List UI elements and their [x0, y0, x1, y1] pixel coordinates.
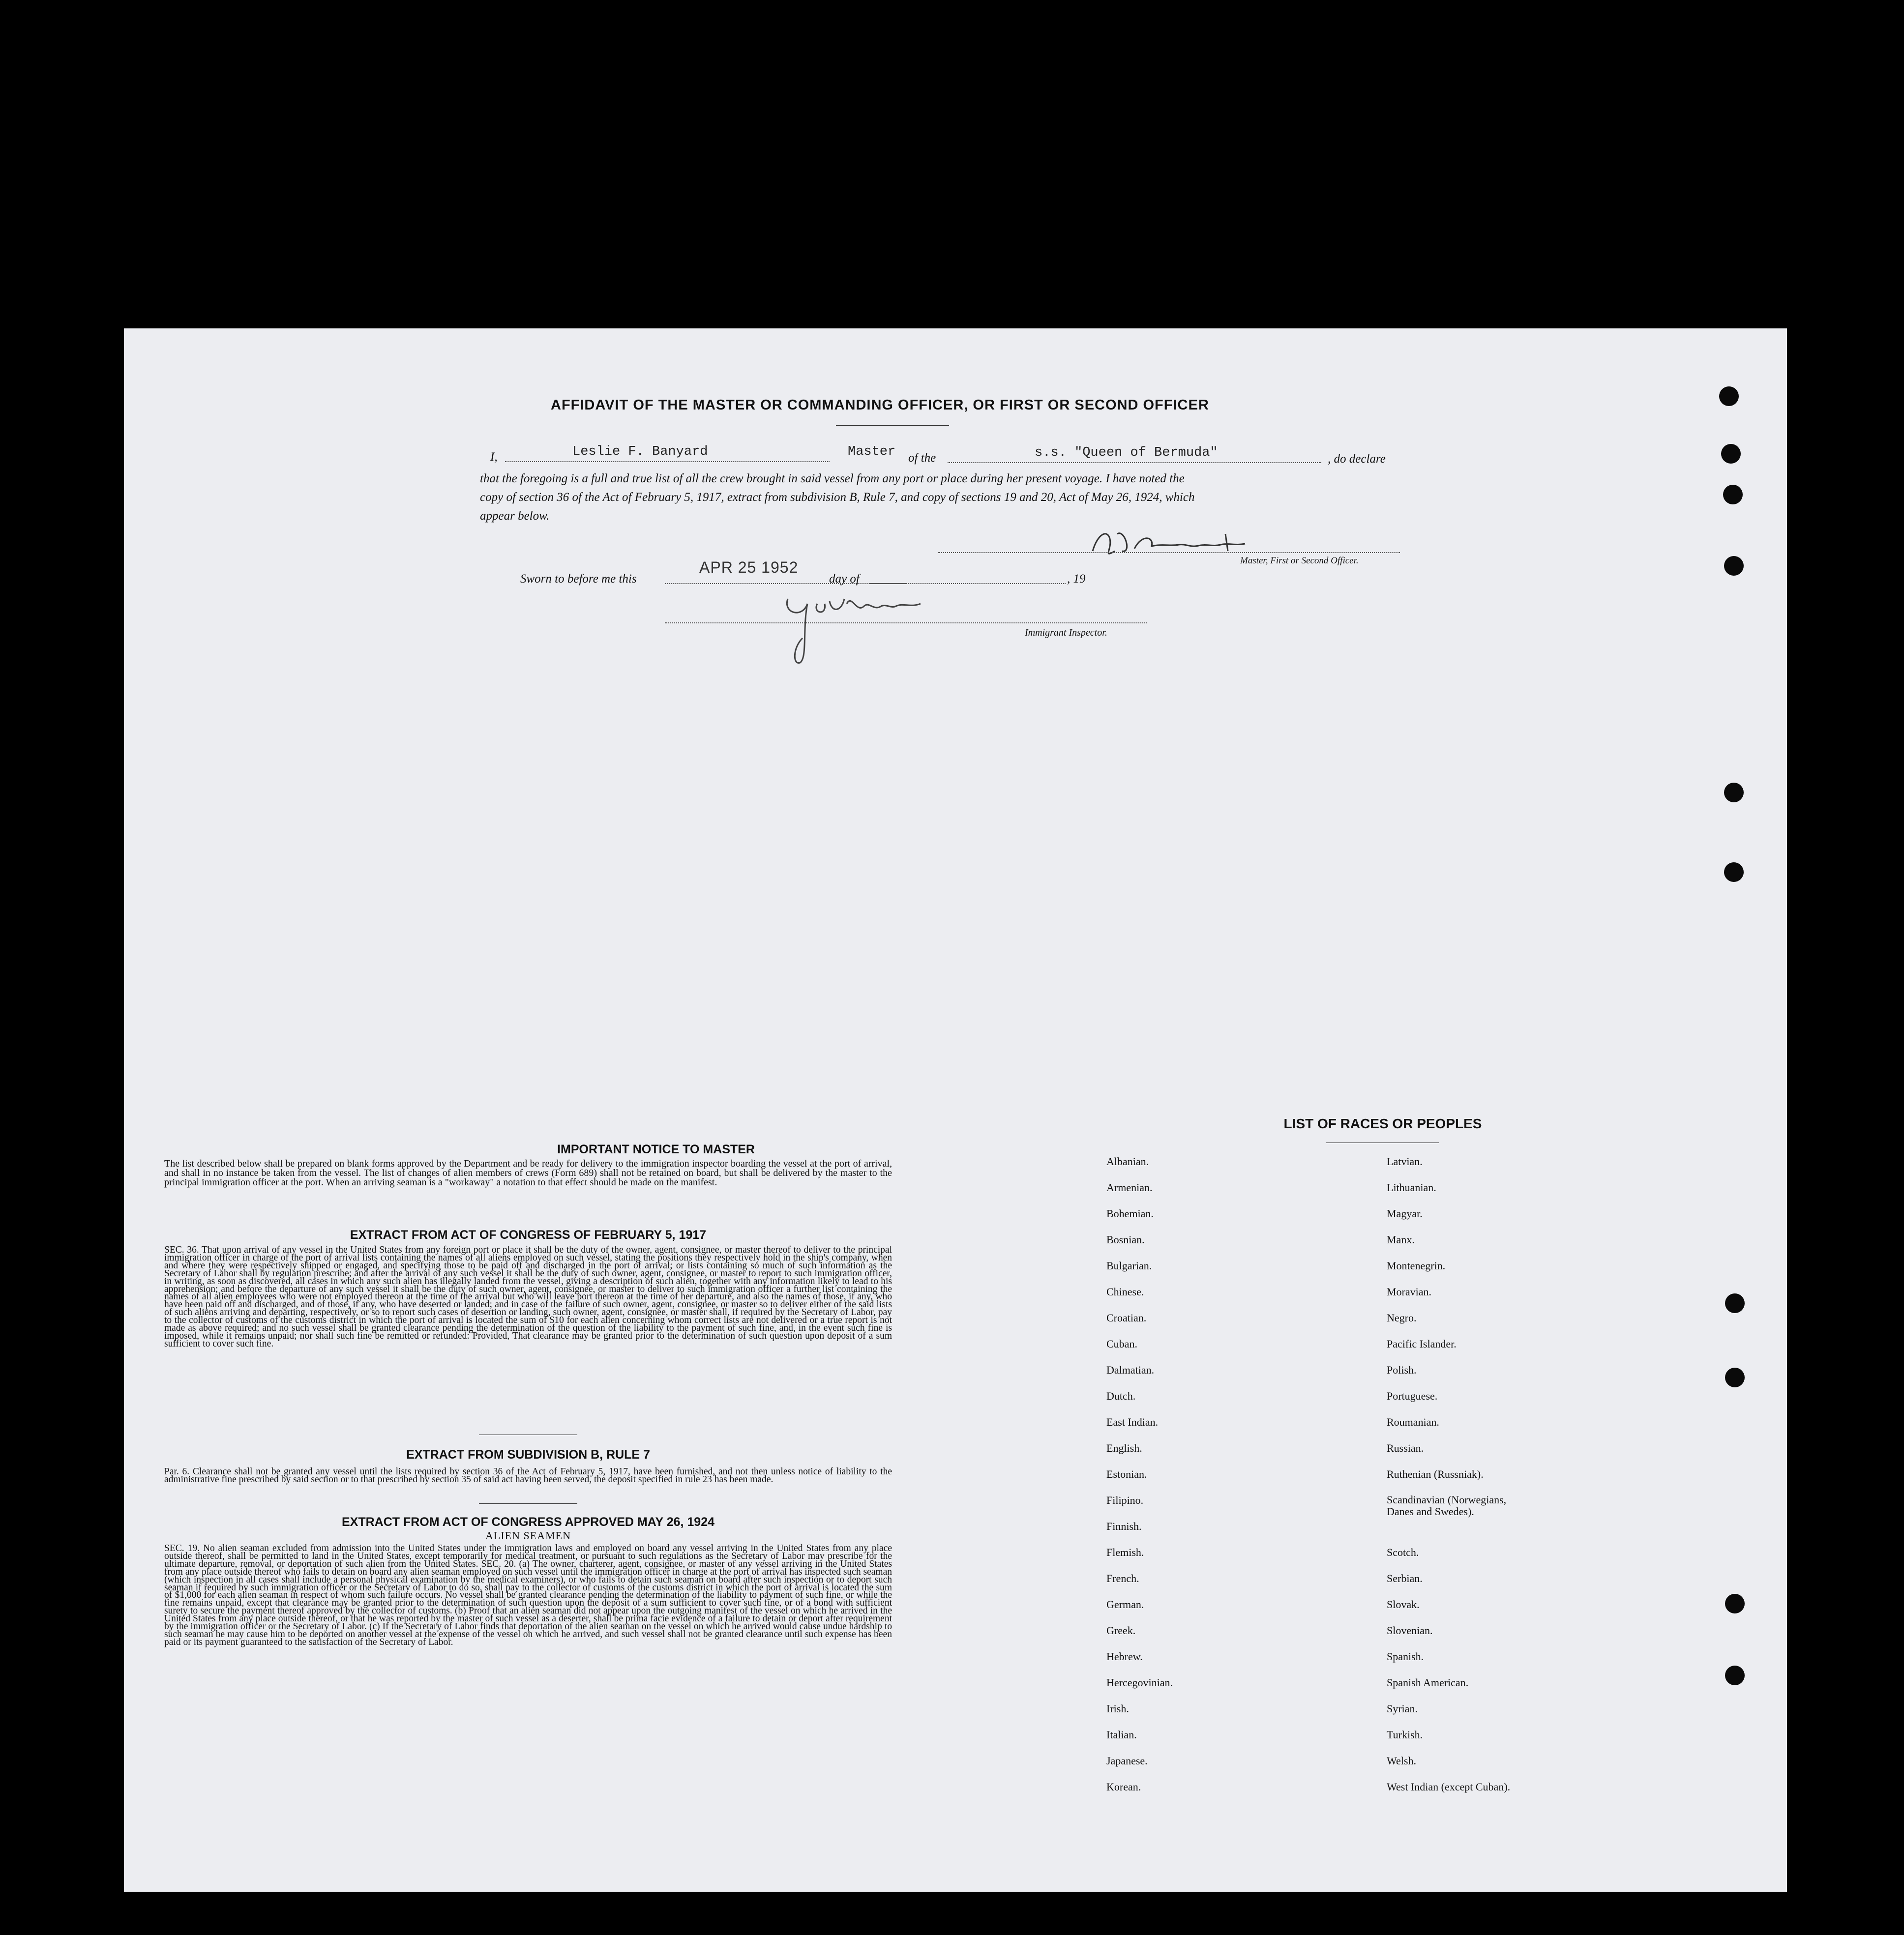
- race-item: Moravian.: [1387, 1286, 1432, 1298]
- extract-1917-title: EXTRACT FROM ACT OF CONGRESS OF FEBRUARY 5, 1917: [350, 1228, 707, 1242]
- master-signature-line: [938, 552, 1400, 553]
- extract-1917-body: SEC. 36. That upon arrival of any vessel in the United States from any foreign port or place it shall be the duty of the owner, agent, consignee, or master thereof to deliver to the principal immigration officer in charge of the port of arrival lists containing the names of all aliens employed on such vessel, stating the positions they respectively hold in the ship's company, when and where they were respectively shipped or engaged, and specifying those to be paid off and discharged in the port of arrival; or lists containing so much of such information as the Secretary of Labor shall by regulation prescribe; and after the arrival of any such vessel it shall be the duty of such owner, agent, consignee, or master to report to such immigration officer, in writing, as soon as discovered, all cases in which any such alien has illegally landed from the vessel, giving a description of such alien, together with any information likely to lead to his apprehension; and before the departure of any such vessel it shall be the duty of such owner, agent, consignee, or master to deliver to such immigration officer a further list containing the names of all alien employees who were not employed thereon at the time of the arrival but who will leave port thereon at the time of her departure, and also the names of those, if any, who have been paid off and discharged, and of those, if any, who have deserted or landed; and in case of the failure of such owner, agent, consignee, or master so to deliver either of the said lists of such aliens arriving and departing, respectively, or so to report such cases of desertion or landing, such owner, agent, consignee, or master shall, if required by the Secretary of Labor, pay to the collector of customs of the customs district in which the port of arrival is located the sum of $10 for each alien concerning whom correct lists are not delivered or a true report is not made as above required; and no such vessel shall be granted clearance pending the determination of the question of the liability to the payment of such fine, and, in the event such fine is imposed, while it remains unpaid; nor shall such fine be remitted or refunded: Provided, That clearance may be granted prior to the determination of such question upon deposit of a sum sufficient to cover such fine.: [164, 1245, 892, 1349]
- race-item: Latvian.: [1387, 1155, 1423, 1168]
- race-item: Scotch.: [1387, 1546, 1419, 1558]
- race-item: Japanese.: [1106, 1755, 1148, 1767]
- race-item: Spanish.: [1387, 1650, 1424, 1663]
- affidavit-line-3: copy of section 36 of the Act of February 5, 1917, extract from subdivision B, Rule 7, and copy of sections 19 and 20, Act of May 26, 1924, which: [480, 491, 1195, 504]
- sworn-label: Sworn to before me this: [520, 572, 637, 586]
- extract-1924-subtitle: ALIEN SEAMEN: [485, 1529, 571, 1542]
- race-item: Albanian.: [1106, 1155, 1149, 1168]
- race-item: Hercegovinian.: [1106, 1676, 1173, 1689]
- i-label: I,: [490, 450, 498, 464]
- of-the-label: of the: [908, 451, 936, 465]
- vessel-line: [948, 462, 1321, 463]
- race-item: Scandinavian (Norwegians, Danes and Swedes).: [1387, 1494, 1507, 1518]
- notice-body: The list described below shall be prepared on blank forms approved by the Department and be ready for delivery to the immigration inspector boarding the vessel at the port of arrival, and shall in no instance be taken from the vessel. The list of changes of alien members of crews (Form 689) shall not be retained on board, but shall be delivered by the master to the principal immigration officer at the port. When an arriving seaman is a "workaway" a notation to that effect should be made on the manifest.: [164, 1158, 892, 1188]
- race-item: Bosnian.: [1106, 1233, 1145, 1246]
- race-item: East Indian.: [1106, 1416, 1159, 1428]
- race-item: Bohemian.: [1106, 1207, 1154, 1220]
- punch-hole: [1725, 1594, 1745, 1613]
- punch-hole: [1724, 556, 1744, 576]
- race-item: Manx.: [1387, 1233, 1415, 1246]
- extract-1924-body: SEC. 19. No alien seaman excluded from admission into the United States under the immigration laws and employed on board any vessel arriving in the United States from any place outside thereof, shall be permitted to land in the United States, except temporarily for medical treatment, or pursuant to such regulations as the Secretary of Labor may prescribe for the ultimate departure, removal, or deportation of such alien from the United States. SEC. 20. (a) The owner, charterer, agent, consignee, or master of any vessel arriving in the United States from any place outside thereof who fails to detain on board any alien seaman employed on such vessel until the immigration officer in charge at the port of arrival has inspected such seaman (which inspection in all cases shall include a personal physical examination by the medical examiners), or who fails to detain such seaman on board after such inspection or to deport such seaman if required by such immigration officer or the Secretary of Labor to do so, shall pay to the collector of customs of the customs district in which the port of arrival is located the sum of $1,000 for each alien seaman in respect of whom such failure occurs. No vessel shall be granted clearance pending the determination of the liability to payment of such fine, or while the fine remains unpaid, except that clearance may be granted prior to the determination of such question upon the deposit of a sum sufficient to cover such fine, or of a bond with sufficient surety to secure the payment thereof approved by the collector of customs. (b) Proof that an alien seaman did not appear upon the outgoing manifest of the vessel on which he arrived in the United States from any place outside thereof, or that he was reported by the master of such vessel as a deserter, shall be prima facie evidence of a failure to detain or deport after requirement by the immigration officer or the Secretary of Labor. (c) If the Secretary of Labor finds that deportation of the alien seaman on the vessel on which he arrived would cause undue hardship to such seaman he may cause him to be deported on another vessel at the expense of the vessel on which he arrived, and such vessel shall not be granted clearance until such expense has been paid or its payment guaranteed to the satisfaction of the Secretary of Labor.: [164, 1543, 892, 1647]
- punch-hole: [1725, 1368, 1745, 1387]
- rule7-title: EXTRACT FROM SUBDIVISION B, RULE 7: [406, 1448, 650, 1462]
- declare-tail: , do declare: [1328, 452, 1386, 466]
- inspector-signature-line: [665, 622, 1147, 623]
- race-item: Filipino.: [1106, 1494, 1144, 1506]
- race-item: Montenegrin.: [1387, 1260, 1446, 1272]
- affidavit-title: AFFIDAVIT OF THE MASTER OR COMMANDING OFFICER, OR FIRST OR SECOND OFFICER: [551, 397, 1209, 413]
- affidavit-line-4: appear below.: [480, 509, 550, 523]
- race-item: Flemish.: [1106, 1546, 1144, 1558]
- vessel-name: s.s. "Queen of Bermuda": [1035, 445, 1218, 460]
- title-rule: [836, 425, 949, 426]
- rank: Master: [848, 444, 896, 459]
- race-item: Spanish American.: [1387, 1676, 1469, 1689]
- race-item: Slovak.: [1387, 1598, 1420, 1611]
- punch-hole: [1724, 783, 1744, 802]
- day-of-label: day of: [829, 572, 860, 586]
- race-item: Hebrew.: [1106, 1650, 1143, 1663]
- inspector-caption: Immigrant Inspector.: [1025, 627, 1107, 638]
- race-item: Slovenian.: [1387, 1624, 1433, 1637]
- race-item: Serbian.: [1387, 1572, 1423, 1584]
- race-item: Roumanian.: [1387, 1416, 1439, 1428]
- race-item: Ruthenian (Russniak).: [1387, 1468, 1484, 1480]
- race-item: Turkish.: [1387, 1729, 1423, 1741]
- year-prefix: , 19: [1067, 572, 1086, 586]
- race-item: Cuban.: [1106, 1338, 1137, 1350]
- race-item: Dutch.: [1106, 1390, 1136, 1402]
- race-item: Italian.: [1106, 1729, 1137, 1741]
- race-item: English.: [1106, 1442, 1142, 1454]
- punch-hole: [1725, 1293, 1745, 1313]
- sworn-date-stamp: APR 25 1952: [699, 558, 799, 576]
- punch-hole: [1723, 485, 1743, 504]
- punch-hole: [1725, 1666, 1745, 1685]
- race-item: Negro.: [1387, 1312, 1417, 1324]
- race-item: Magyar.: [1387, 1207, 1423, 1220]
- race-item: French.: [1106, 1572, 1139, 1584]
- race-item: Pacific Islander.: [1387, 1338, 1457, 1350]
- divider: [479, 1503, 577, 1504]
- notice-title: IMPORTANT NOTICE TO MASTER: [557, 1143, 755, 1156]
- punch-hole: [1719, 386, 1739, 406]
- race-item: Korean.: [1106, 1781, 1141, 1793]
- race-item: West Indian (except Cuban).: [1387, 1781, 1511, 1793]
- race-item: Armenian.: [1106, 1181, 1153, 1194]
- race-item: Greek.: [1106, 1624, 1136, 1637]
- race-item: Syrian.: [1387, 1702, 1418, 1715]
- master-signature-caption: Master, First or Second Officer.: [1240, 556, 1359, 566]
- punch-hole: [1724, 862, 1744, 882]
- affidavit-line-2: that the foregoing is a full and true list of all the crew brought in said vessel from any port or place during her present voyage. I have noted the: [480, 472, 1185, 485]
- race-item: Polish.: [1387, 1364, 1417, 1376]
- extract-1924-title: EXTRACT FROM ACT OF CONGRESS APPROVED MAY 26, 1924: [341, 1515, 715, 1529]
- name-line: [505, 461, 830, 462]
- race-item: Portuguese.: [1387, 1390, 1438, 1402]
- race-item: Dalmatian.: [1106, 1364, 1155, 1376]
- document-page: [124, 328, 1787, 1892]
- race-item: Bulgarian.: [1106, 1260, 1152, 1272]
- race-item: German.: [1106, 1598, 1144, 1611]
- race-item: Croatian.: [1106, 1312, 1147, 1324]
- rule7-body: Par. 6. Clearance shall not be granted any vessel until the lists required by section 36 of the Act of February 5, 1917, have been furnished, and not then unless notice of liability to the administrative fine prescribed by said section or to that prescribed by section 35 of said act having been served, the deposit specified in rule 23 has been made.: [164, 1466, 892, 1485]
- race-item: Lithuanian.: [1387, 1181, 1436, 1194]
- race-item: Chinese.: [1106, 1286, 1144, 1298]
- master-name: Leslie F. Banyard: [572, 444, 708, 459]
- race-item: Irish.: [1106, 1702, 1129, 1715]
- inspector-signature: [773, 584, 930, 668]
- races-title: LIST OF RACES OR PEOPLES: [1283, 1116, 1482, 1131]
- race-item: Welsh.: [1387, 1755, 1416, 1767]
- punch-hole: [1721, 444, 1741, 464]
- race-item: Finnish.: [1106, 1520, 1142, 1532]
- master-signature: [1088, 524, 1265, 563]
- race-item: Estonian.: [1106, 1468, 1147, 1480]
- race-item: Russian.: [1387, 1442, 1424, 1454]
